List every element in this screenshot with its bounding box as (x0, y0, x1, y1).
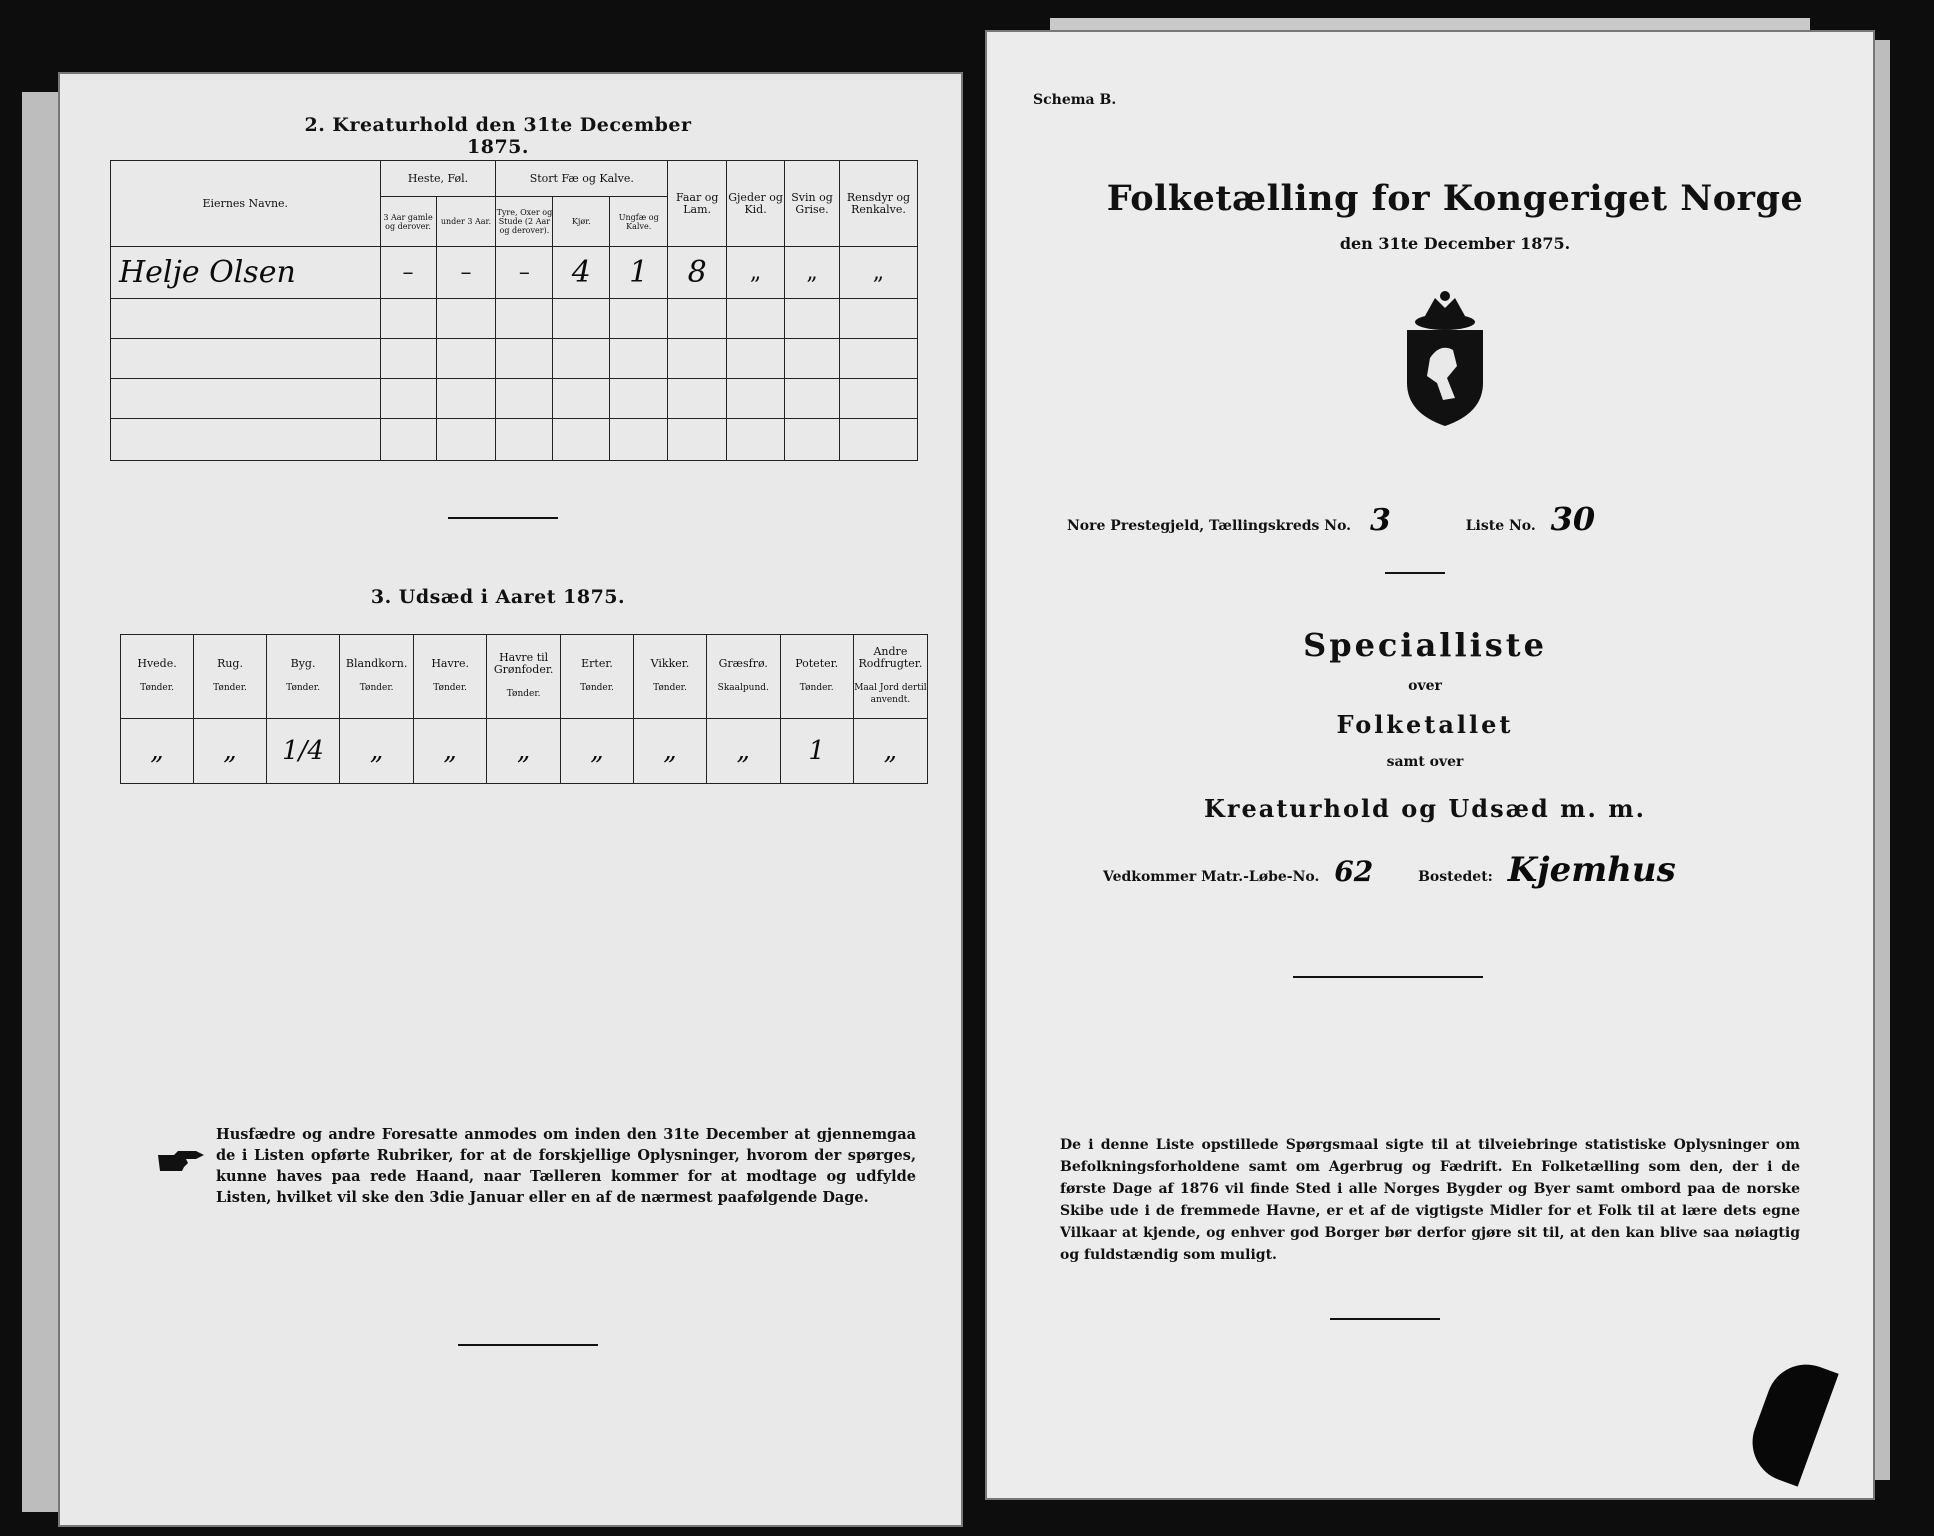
value-horses-young: – (436, 247, 496, 299)
seed-value: „ (414, 718, 487, 783)
bosted-value: Kjemhus (1507, 850, 1676, 890)
coat-of-arms-icon (1385, 288, 1505, 428)
seed-value: „ (633, 718, 706, 783)
seed-col-name: Blandkorn. (345, 657, 408, 671)
seed-value: „ (194, 718, 267, 783)
seed-col-header (266, 635, 339, 719)
seed-col-header (780, 635, 853, 719)
bosted-label: Bostedet: (1418, 869, 1493, 885)
seed-col-header (487, 635, 561, 719)
seed-col-header (633, 635, 706, 719)
divider-mid (1293, 976, 1483, 978)
seed-col-name: Græsfrø. (718, 657, 768, 671)
specialliste-heading: Specialliste (1303, 626, 1547, 664)
seed-col-unit: Tønder. (653, 683, 687, 694)
seed-col-unit: Tønder. (359, 683, 394, 694)
col-cattle-young: Ungfæ og Kalve. (610, 197, 668, 247)
value-goats: „ (727, 247, 785, 299)
matr-label: Vedkommer Matr.-Løbe-No. (1103, 869, 1320, 885)
col-cattle-cows: Kjør. (553, 197, 610, 247)
seed-col-name: Havre. (431, 657, 469, 671)
list-label: Liste No. (1465, 518, 1536, 534)
form-title: Folketælling for Kongeriget Norge (1106, 178, 1804, 219)
right-page (985, 30, 1875, 1500)
divider (448, 517, 558, 519)
divider-short (1385, 572, 1445, 574)
seed-col-name: Havre til Grønfoder. (493, 651, 554, 677)
seed-value: „ (487, 718, 561, 783)
value-horses-old: – (380, 247, 436, 299)
matr-number: 62 (1334, 855, 1374, 888)
seed-col-header (340, 635, 414, 719)
seed-col-name: Andre Rodfrugter. (858, 645, 923, 671)
seed-header-row (121, 635, 928, 719)
seed-value: 1/4 (266, 718, 339, 783)
page-edge-left-stack (22, 92, 62, 1512)
list-number: 30 (1550, 500, 1596, 538)
seed-col-header (414, 635, 487, 719)
col-pigs-header: Svin og Grise. (785, 161, 840, 247)
form-date: den 31te December 1875. (1339, 234, 1571, 253)
seed-col-unit: Tønder. (506, 689, 541, 700)
col-horses-old: 3 Aar gamle og derover. (380, 197, 436, 247)
kreaturhold-heading: Kreaturhold og Udsæd m. m. (1204, 794, 1646, 823)
bottom-divider (458, 1344, 598, 1346)
value-cattle-cows: 4 (553, 247, 610, 299)
value-pigs: „ (785, 247, 840, 299)
seed-value: „ (853, 718, 927, 783)
schema-label: Schema B. (1033, 92, 1117, 108)
seed-value: „ (561, 718, 634, 783)
col-goats-header: Gjeder og Kid. (727, 161, 785, 247)
seed-col-header (561, 635, 634, 719)
seed-col-name: Rug. (217, 657, 243, 671)
seed-col-unit: Tønder. (580, 683, 614, 694)
col-cattle-oxen: Tyre, Oxer og Stude (2 Aar og derover). (496, 197, 553, 247)
seed-col-unit: Skaalpund. (717, 683, 769, 694)
seed-col-unit: Tønder. (433, 683, 468, 694)
seed-value: „ (121, 718, 194, 783)
col-reindeer-header: Rensdyr og Renkalve. (839, 161, 917, 247)
divider-bottom (1330, 1318, 1440, 1320)
value-sheep: 8 (668, 247, 727, 299)
district-number: 3 (1369, 503, 1391, 538)
seed-col-unit: Tønder. (799, 683, 834, 694)
section2-title: 2. Kreaturhold den 31te December 1875. (304, 114, 692, 158)
livestock-table (110, 160, 918, 461)
seed-col-unit: Maal Jord dertil anvendt. (854, 683, 927, 706)
value-cattle-young: 1 (610, 247, 668, 299)
over-label-1: over (1408, 678, 1442, 694)
col-horses-header: Heste, Føl. (380, 161, 496, 197)
instructions-notice: Husfædre og andre Foresatte anmodes om inden den 31te December at gjennemgaa de i Listen opførte Rubriker, for at de forskjellige Oplysninger, hvorom der spørges, kunne haves paa rede Haand, naar Tælleren kommer for at modtage og udfylde Listen, hvilket vil ske den 3die Januar eller en af de nærmest paafølgende Dage. (216, 1126, 916, 1206)
col-horses-young: under 3 Aar. (436, 197, 496, 247)
parish-label: Nore Prestegjeld, Tællingskreds No. (1067, 518, 1352, 534)
seed-value: 1 (780, 718, 853, 783)
seed-value: „ (340, 718, 414, 783)
seed-col-header (853, 635, 927, 719)
seed-value: „ (707, 718, 781, 783)
parish-line (1067, 500, 1887, 538)
section3-title: 3. Udsæd i Aaret 1875. (370, 586, 626, 608)
seed-col-unit: Tønder. (286, 683, 320, 694)
seed-col-header (707, 635, 781, 719)
seed-col-header (194, 635, 267, 719)
seed-col-unit: Tønder. (140, 683, 174, 694)
owner-name: Helje Olsen (111, 247, 381, 299)
seed-table (120, 634, 928, 784)
value-cattle-oxen: – (496, 247, 553, 299)
folketallet-heading: Folketallet (1336, 710, 1514, 739)
footer-notice: De i denne Liste opstillede Spørgsmaal sigte til at tilveiebringe statistiske Oplysninger om Befolkningsforholdene samt om Agerbrug og Fædrift. En Folketælling som den, der i de første Dage af 1876 vil finde Sted i alle Norges Bygder og Byer samt ombord paa de norske Skibe ude i de fremmede Havne, er et af de vigtigste Midler for et Folk til at lære dets egne Vilkaar at kjende, og enhver god Borger bør derfor gjøre sit til, at den kan blive saa nøiagtig og fuldstændig som muligt. (1060, 1137, 1800, 1263)
matr-line (1103, 850, 1863, 890)
seed-col-unit: Tønder. (213, 683, 247, 694)
col-cattle-header: Stort Fæ og Kalve. (496, 161, 668, 197)
seed-col-name: Hvede. (137, 657, 177, 671)
seed-col-header (121, 635, 194, 719)
pointing-hand-icon (156, 1147, 206, 1175)
left-page (58, 72, 963, 1527)
seed-col-name: Byg. (290, 657, 316, 671)
col-sheep-header: Faar og Lam. (668, 161, 727, 247)
seed-col-name: Erter. (581, 657, 613, 671)
seed-col-name: Vikker. (650, 657, 690, 671)
seed-value-row (121, 718, 928, 783)
samt-over-label: samt over (1386, 754, 1464, 770)
seed-col-name: Poteter. (795, 657, 839, 671)
col-owner-header: Eiernes Navne. (111, 161, 381, 247)
value-reindeer: „ (839, 247, 917, 299)
